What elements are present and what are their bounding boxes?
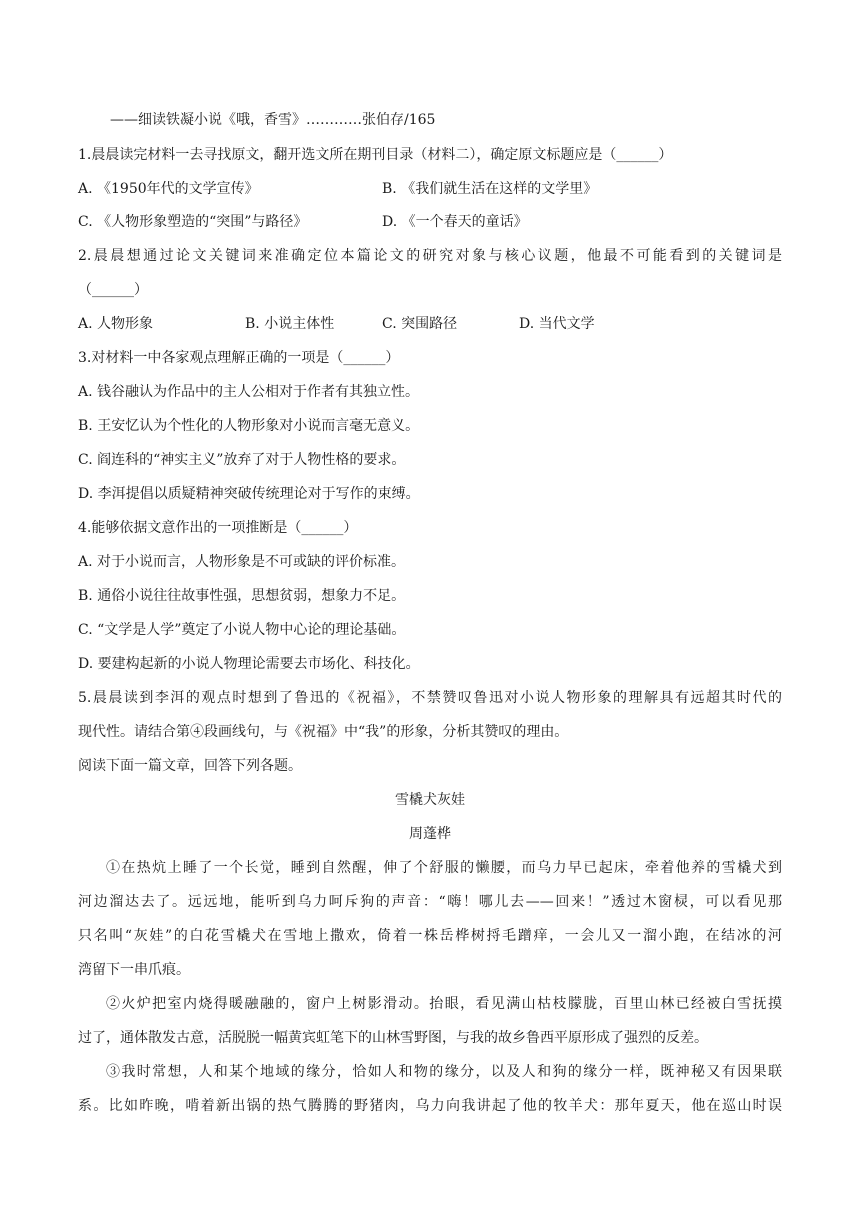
- paragraph-1-line-3: 只名叫“灰娃”的白花雪橇犬在雪地上撒欢，倚着一株岳桦树捋毛蹭痒，一会儿又一溜小跑，在结冰的河: [78, 928, 782, 944]
- question-1-option-a: A. 《1950年代的文学宣传》: [78, 181, 259, 197]
- paragraph-2-line-2: 过了，通体散发古意，活脱脱一幅黄宾虹笔下的山林雪野图，与我的故乡鲁西平原形成了强烈的反差。: [78, 1030, 708, 1046]
- question-4-option-d: D. 要建构起新的小说人物理论需要去市场化、科技化。: [78, 656, 420, 672]
- question-2-option-b: B. 小说主体性: [245, 316, 335, 332]
- question-3-option-b: B. 王安忆认为个性化的人物形象对小说而言毫无意义。: [78, 418, 420, 434]
- question-1-option-d: D. 《一个春天的童话》: [382, 214, 528, 230]
- article-author: 周蓬桦: [409, 826, 451, 842]
- question-1-stem: 1.晨晨读完材料一去寻找原文，翻开选文所在期刊目录（材料二），确定原文标题应是（______）: [78, 147, 673, 163]
- question-4-stem: 4.能够依据文意作出的一项推断是（______）: [78, 520, 358, 536]
- question-2-option-d: D. 当代文学: [519, 316, 595, 332]
- question-2-stem-line-2: （______）: [78, 282, 148, 298]
- paragraph-1-line-2: 河边溜达去了。远远地，能听到乌力呵斥狗的声音：“嗨！哪儿去——回来！”透过木窗棂，可以看见那: [78, 894, 782, 910]
- question-1-option-b: B. 《我们就生活在这样的文学里》: [382, 181, 598, 197]
- question-4-option-c: C. “文学是人学”奠定了小说人物中心论的理论基础。: [78, 622, 406, 638]
- paragraph-1-line-4: 湾留下一串爪痕。: [78, 962, 190, 978]
- question-2-stem-line-1: 2.晨晨想通过论文关键词来准确定位本篇论文的研究对象与核心议题，他最不可能看到的关键词是: [78, 248, 782, 264]
- question-5-stem-line-2: 现代性。请结合第④段画线句，与《祝福》中“我”的形象，分析其赞叹的理由。: [78, 724, 569, 740]
- question-3-option-a: A. 钱谷融认为作品中的主人公相对于作者有其独立性。: [78, 384, 420, 400]
- question-3-option-d: D. 李洱提倡以质疑精神突破传统理论对于写作的束缚。: [78, 486, 420, 502]
- paragraph-3-line-2: 系。比如昨晚，啃着新出锅的热气腾腾的野猪肉，乌力向我讲起了他的牧羊犬：那年夏天，他在巡山时误: [78, 1098, 782, 1114]
- question-3-stem: 3.对材料一中各家观点理解正确的一项是（______）: [78, 350, 400, 366]
- paragraph-3-line-1: ③我时常想，人和某个地域的缘分，恰如人和物的缘分，以及人和狗的缘分一样，既神秘又有因果联: [106, 1064, 782, 1080]
- question-2-option-a: A. 人物形象: [78, 316, 154, 332]
- reading-instruction: 阅读下面一篇文章，回答下列各题。: [78, 758, 302, 774]
- question-3-option-c: C. 阎连科的“神实主义”放弃了对于人物性格的要求。: [78, 452, 406, 468]
- question-4-option-b: B. 通俗小说往往故事性强，思想贫弱，想象力不足。: [78, 588, 406, 604]
- question-2-option-c: C. 突围路径: [382, 316, 458, 332]
- article-title: 雪橇犬灰娃: [395, 792, 465, 808]
- paragraph-2-line-1: ②火炉把室内烧得暖融融的，窗户上树影滑动。抬眼，看见满山枯枝朦胧，百里山林已经被白雪抚摸: [106, 996, 782, 1012]
- question-4-option-a: A. 对于小说而言，人物形象是不可或缺的评价标准。: [78, 554, 406, 570]
- question-1-option-c: C. 《人物形象塑造的“突围”与路径》: [78, 214, 308, 230]
- reference-line: ——细读铁凝小说《哦，香雪》…………张伯存/165: [110, 112, 436, 128]
- paragraph-1-line-1: ①在热炕上睡了一个长觉，睡到自然醒，伸了个舒服的懒腰，而乌力早已起床，牵着他养的雪橇犬到: [106, 860, 782, 876]
- question-5-stem-line-1: 5.晨晨读到李洱的观点时想到了鲁迅的《祝福》，不禁赞叹鲁迅对小说人物形象的理解具有远超其时代的: [78, 690, 782, 706]
